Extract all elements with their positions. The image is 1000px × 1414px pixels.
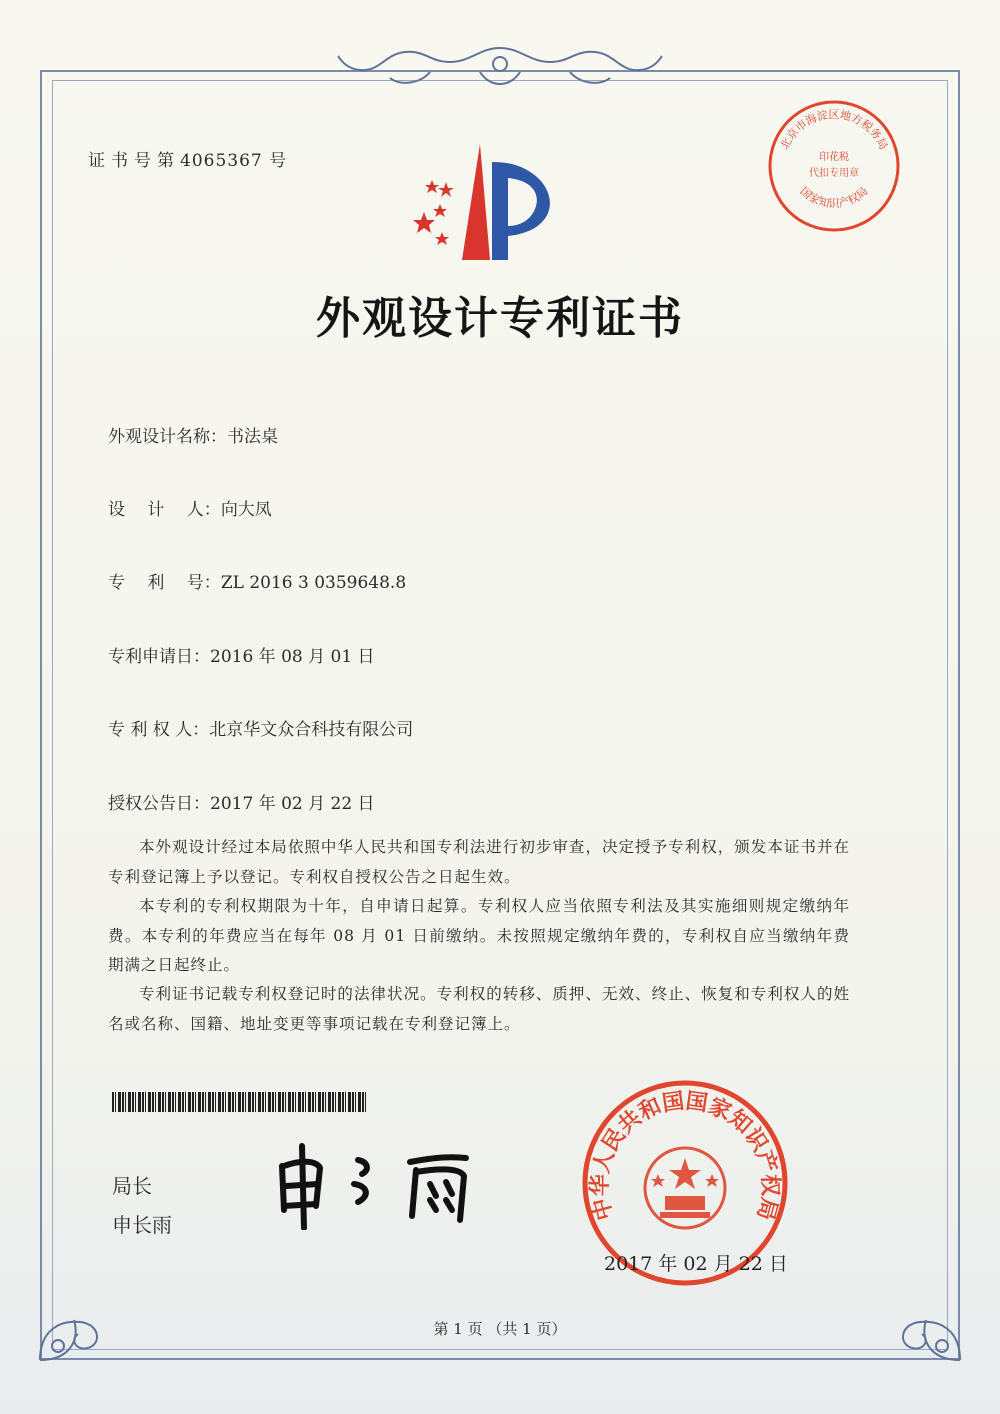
barcode [112, 1092, 366, 1112]
certificate-number-value: 4065367 [180, 151, 263, 171]
local-tax-seal [764, 96, 904, 236]
top-ornament-icon [330, 42, 670, 98]
director-name: 申长雨 [112, 1213, 172, 1237]
certificate-title: 外观设计专利证书 [316, 293, 684, 344]
field-label: 外观设计名称： [108, 427, 227, 447]
field-value: 北京华文众合科技有限公司 [209, 720, 414, 740]
local-seal-outer-text: 北京市海淀区地方税务局 [777, 107, 891, 152]
bottom-right-ornament-icon [860, 1260, 970, 1370]
local-seal-inner-line-1: 印花税 [819, 152, 849, 163]
certificate-number [88, 146, 287, 171]
local-seal-bottom-text: 国家知识产权局 [797, 184, 871, 211]
paragraph-term-statement: 本专利的专利权期限为十年，自申请日起算。专利权人应当依照专利法及其实施细则规定缴纳年费。本专利的年费应当在每年 08 月 01 日前缴纳。未按照规定缴纳年费的，专利权自应当缴纳年费期满之日起终止。 [108, 897, 850, 974]
field-application-date [108, 642, 375, 667]
field-grant-date [108, 789, 375, 814]
director-title: 局长 [112, 1174, 152, 1198]
field-value: 向大凤 [220, 500, 272, 520]
bottom-left-ornament-icon [30, 1260, 140, 1370]
page-indicator: 第 1 页 （共 1 页） [433, 1320, 567, 1338]
field-value: 2017 年 02 月 22 日 [210, 794, 375, 814]
certificate-number-suffix: 号 [269, 151, 288, 171]
svg-text:国家知识产权局 [798, 185, 871, 211]
field-label: 专利申请日： [108, 647, 210, 667]
field-value: 书法桌 [227, 427, 278, 447]
state-seal-text: 中华人民共和国国家知识产权局 [587, 1088, 783, 1223]
field-value: ZL 2016 3 0359648.8 [220, 573, 407, 593]
field-label: 授权公告日： [108, 794, 210, 814]
state-seal-date: 2017 年 02 月 22 日 [604, 1253, 788, 1275]
paragraph-grant-statement: 本外观设计经过本局依照中华人民共和国专利法进行初步审查，决定授予专利权，颁发本证书并在专利登记簿上予以登记。专利权自授权公告之日起生效。 [108, 838, 850, 886]
director-signature [270, 1140, 500, 1230]
field-design-name [108, 422, 278, 447]
field-label: 设 计 人： [108, 500, 221, 520]
local-seal-inner-line-2: 代扣专用章 [809, 168, 859, 179]
field-patentee [108, 715, 413, 740]
field-designer [108, 495, 272, 520]
field-value: 2016 年 08 月 01 日 [210, 647, 375, 667]
paragraph-legal-status: 专利证书记载专利权登记时的法律状况。专利权的转移、质押、无效、终止、恢复和专利权人的姓名或名称、国籍、地址变更等事项记载在专利登记簿上。 [108, 985, 850, 1033]
field-label: 专 利 号： [108, 573, 221, 593]
field-label: 专 利 权 人： [108, 720, 210, 740]
field-patent-number [108, 568, 406, 593]
certificate-number-label: 证书号第 [88, 151, 180, 171]
patent-office-emblem-icon [400, 140, 570, 270]
